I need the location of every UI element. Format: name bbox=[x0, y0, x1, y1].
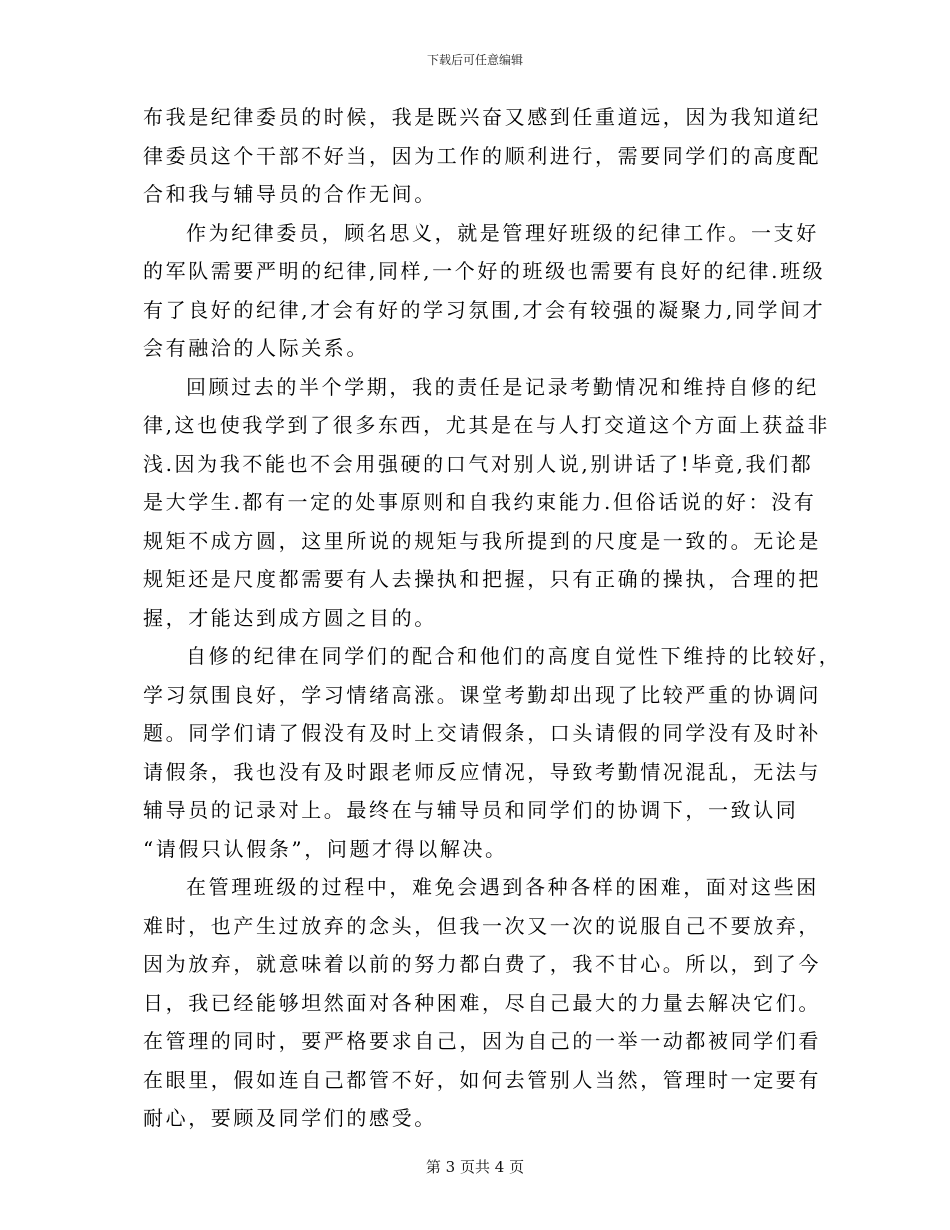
text-line: 规矩不成方圆，这里所说的规矩与我所提到的尺度是一致的。无论是 bbox=[143, 528, 821, 553]
text-line: 律,这也使我学到了很多东西，尤其是在与人打交道这个方面上获益非 bbox=[143, 413, 830, 437]
text-line: 在管理的同时，要严格要求自己，因为自己的一举一动都被同学们看 bbox=[143, 1029, 821, 1053]
text-line: 辅导员的记录对上。最终在与辅导员和同学们的协调下，一致认同 bbox=[143, 798, 799, 822]
text-line: 日，我已经能够坦然面对各种困难，尽自己最大的力量去解决它们。 bbox=[143, 990, 821, 1015]
paragraph bbox=[143, 868, 821, 1138]
text-line: 题。同学们请了假没有及时上交请假条，口头请假的同学没有及时补 bbox=[143, 721, 821, 745]
text-line: 合和我与辅导员的合作无间。 bbox=[143, 182, 437, 206]
text-line: 会有融洽的人际关系。 bbox=[143, 336, 369, 360]
text-line: 作为纪律委员，顾名思义，就是管理好班级的纪律工作。一支好 bbox=[186, 220, 819, 245]
text-line: 有了良好的纪律,才会有好的学习氛围,才会有较强的凝聚力,同学间才 bbox=[143, 297, 826, 322]
text-line: 自修的纪律在同学们的配合和他们的高度自觉性下维持的比较好， bbox=[186, 644, 842, 668]
page-number: 第 3 页共 4 页 bbox=[425, 1158, 525, 1176]
text-line: 规矩还是尺度都需要有人去操执和把握，只有正确的操执，合理的把 bbox=[143, 567, 821, 591]
page-header: 下载后可任意编辑 bbox=[426, 53, 523, 67]
text-line: 在眼里，假如连自己都管不好，如何去管别人当然，管理时一定要有 bbox=[143, 1067, 821, 1092]
text-line: 耐心，要顾及同学们的感受。 bbox=[143, 1106, 437, 1130]
text-line: 请假条，我也没有及时跟老师反应情况，导致考勤情况混乱，无法与 bbox=[143, 759, 821, 784]
text-line: 布我是纪律委员的时候，我是既兴奋又感到任重道远，因为我知道纪 bbox=[143, 105, 821, 129]
text-line: 握，才能达到成方圆之目的。 bbox=[143, 605, 437, 630]
text-line: 律委员这个干部不好当，因为工作的顺利进行，需要同学们的高度配 bbox=[143, 143, 821, 168]
text-line: 学习氛围良好，学习情绪高涨。课堂考勤却出现了比较严重的协调问 bbox=[143, 682, 821, 707]
paragraph bbox=[143, 214, 826, 368]
paragraph bbox=[143, 637, 842, 868]
text-line: “请假只认假条”，问题才得以解决。 bbox=[143, 836, 508, 861]
paragraph bbox=[143, 368, 830, 638]
paragraph bbox=[143, 98, 821, 214]
document-body bbox=[143, 98, 842, 1138]
text-line: 是大学生.都有一定的处事原则和自我约束能力.但俗话说的好：没有 bbox=[143, 490, 817, 514]
text-line: 浅.因为我不能也不会用强硬的口气对别人说,别讲话了!毕竟,我们都 bbox=[143, 451, 814, 476]
text-line: 的军队需要严明的纪律,同样,一个好的班级也需要有良好的纪律.班级 bbox=[143, 259, 826, 283]
text-line: 回顾过去的半个学期，我的责任是记录考勤情况和维持自修的纪 bbox=[186, 374, 819, 399]
text-line: 难时，也产生过放弃的念头，但我一次又一次的说服自己不要放弃， bbox=[143, 913, 821, 938]
text-line: 在管理班级的过程中，难免会遇到各种各样的困难，面对这些困 bbox=[186, 875, 819, 899]
text-line: 因为放弃，就意味着以前的努力都白费了，我不甘心。所以，到了今 bbox=[143, 952, 821, 976]
